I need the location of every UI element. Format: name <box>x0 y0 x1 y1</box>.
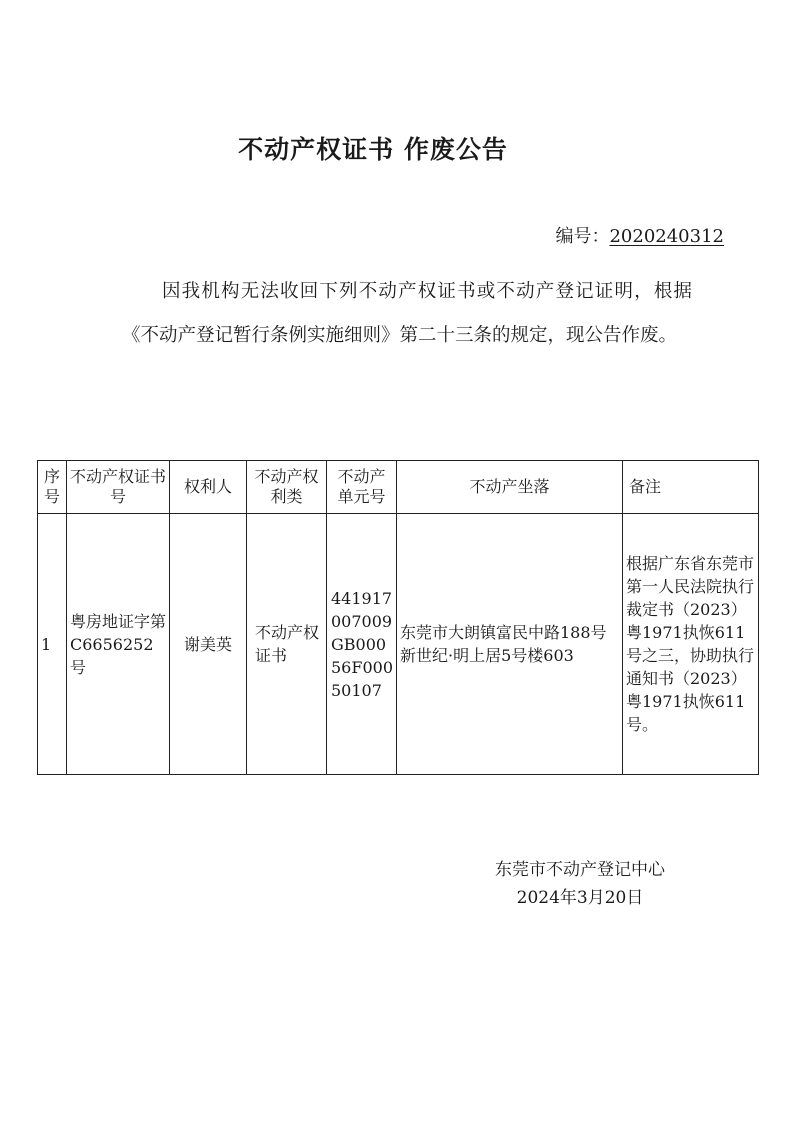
document-number-value: 2020240312 <box>609 226 724 247</box>
notice-body: 因我机构无法收回下列不动产权证书或不动产登记证明，根据《不动产登记暂行条例实施细则》第二十三条的规定，现公告作废。 <box>122 281 692 346</box>
header-right-type: 不动产权利类 <box>247 461 327 514</box>
header-cert-no: 不动产权证书号 <box>67 461 170 514</box>
header-seq: 序号 <box>38 461 67 514</box>
table-row <box>38 514 759 775</box>
table-header-row <box>38 461 759 514</box>
document-number <box>555 222 724 248</box>
notice-title: 不动产权证书 作废公告 <box>238 135 508 164</box>
cell-unit-no: 441917007009GB00056F00050107 <box>327 514 397 775</box>
header-holder: 权利人 <box>170 461 247 514</box>
cell-location: 东莞市大朗镇富民中路188号新世纪·明上居5号楼603 <box>397 514 623 775</box>
cell-cert-no: 粤房地证字第C6656252号 <box>67 514 170 775</box>
header-unit-no: 不动产单元号 <box>327 461 397 514</box>
header-location: 不动产坐落 <box>397 461 623 514</box>
document-number-label: 编号： <box>555 226 610 247</box>
signature-block <box>480 856 680 912</box>
header-remarks: 备注 <box>623 461 759 514</box>
cell-holder: 谢美英 <box>170 514 247 775</box>
issuing-org: 东莞市不动产登记中心 <box>495 860 665 880</box>
void-certificate-table <box>37 460 759 775</box>
issue-date: 2024年3月20日 <box>516 888 644 908</box>
cell-remarks: 根据广东省东莞市第一人民法院执行裁定书（2023）粤1971执恢611号之三，协助执行通知书（2023）粤1971执恢611号。 <box>623 514 759 775</box>
cell-right-type: 不动产权证书 <box>247 514 327 775</box>
cell-seq: 1 <box>38 514 67 775</box>
